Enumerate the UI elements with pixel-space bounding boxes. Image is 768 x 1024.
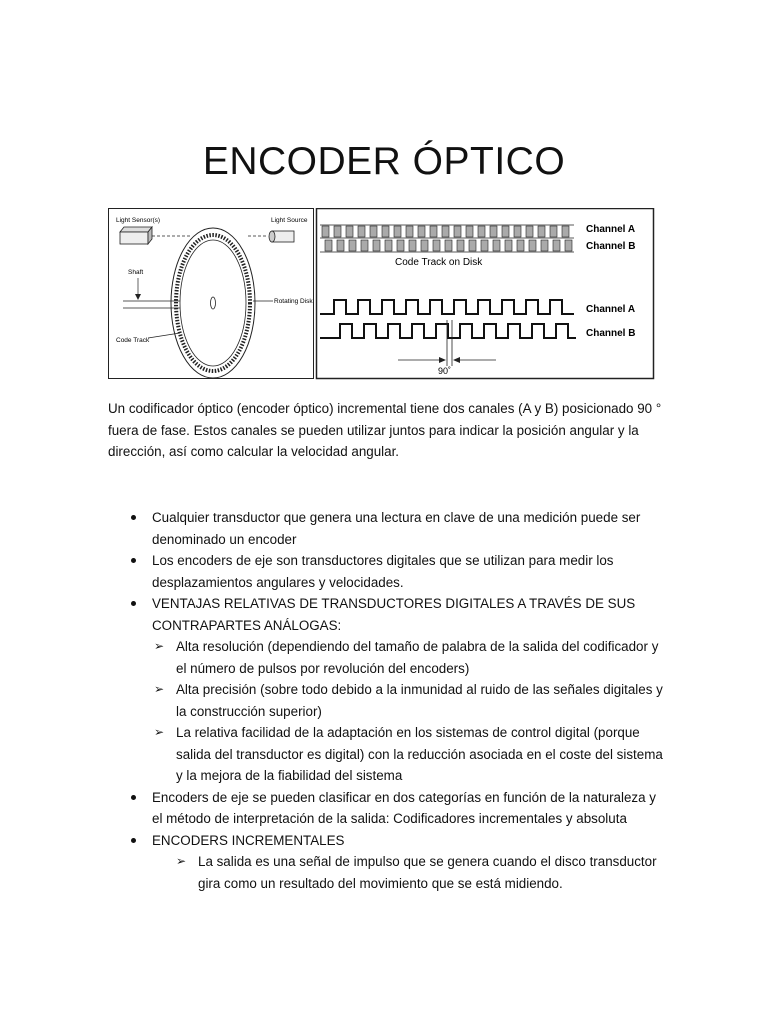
list-item-text: ENCODERS INCREMENTALES bbox=[152, 832, 345, 848]
label-light-source: Light Source bbox=[271, 217, 308, 224]
code-track-segment bbox=[334, 226, 341, 237]
code-track-segment bbox=[454, 226, 461, 237]
list-item bbox=[108, 593, 668, 787]
label-code-track: Code Track bbox=[116, 337, 150, 344]
label-phase: 90˚ bbox=[438, 366, 452, 376]
code-track-segment bbox=[493, 240, 500, 251]
code-track-segment bbox=[490, 226, 497, 237]
bullet-list bbox=[108, 507, 668, 894]
code-track-segment bbox=[358, 226, 365, 237]
code-track-segment bbox=[562, 226, 569, 237]
code-track-segment bbox=[502, 226, 509, 237]
list-item-text: Cualquier transductor que genera una lectura en clave de una medición puede ser denominado un encoder bbox=[152, 510, 641, 547]
sub-list-item: ➢ La salida es una señal de impulso que se genera cuando el disco transductor gira como un resultado del movimiento que se está midiendo. bbox=[152, 851, 668, 894]
sub-list bbox=[152, 851, 668, 894]
code-track-segment bbox=[526, 226, 533, 237]
rotating-disk-icon bbox=[171, 228, 255, 378]
sub-list-item: ➢ La relativa facilidad de la adaptación en los sistemas de control digital (porque salida del transductor es digital) con la reducción asociada en el coste del sistema y la mejora de la fiabilidad del sistema bbox=[152, 722, 668, 787]
list-item-text: Los encoders de eje son transductores digitales que se utilizan para medir los desplazamientos angulares y velocidades. bbox=[152, 553, 614, 590]
code-track-segment bbox=[325, 240, 332, 251]
code-track-segment bbox=[481, 240, 488, 251]
code-track-segment bbox=[538, 226, 545, 237]
code-track-segment bbox=[418, 226, 425, 237]
code-track-segment bbox=[373, 240, 380, 251]
list-item-text: VENTAJAS RELATIVAS DE TRANSDUCTORES DIGITALES A TRAVÉS DE SUS CONTRAPARTES ANÁLOGAS: bbox=[152, 596, 636, 633]
list-item-text: Encoders de eje se pueden clasificar en dos categorías en función de la naturaleza y el método de interpretación de la salida: Codificadores incrementales y absoluta bbox=[152, 789, 656, 826]
code-track-segment bbox=[370, 226, 377, 237]
code-track-segment bbox=[322, 226, 329, 237]
code-track-segment bbox=[421, 240, 428, 251]
code-track-segment bbox=[466, 226, 473, 237]
code-track-segment bbox=[409, 240, 416, 251]
label-channel-b-top: Channel B bbox=[586, 241, 636, 252]
sub-list-item: ➢ Alta precisión (sobre todo debido a la inmunidad al ruido de las señales digitales y la construcción superior) bbox=[152, 679, 668, 722]
code-track-segment bbox=[349, 240, 356, 251]
code-track-segment bbox=[346, 226, 353, 237]
code-track-segment bbox=[397, 240, 404, 251]
sub-list bbox=[152, 636, 668, 787]
label-channel-a: Channel A bbox=[586, 304, 636, 315]
code-track-segment bbox=[361, 240, 368, 251]
label-channel-b: Channel B bbox=[586, 328, 636, 339]
list-item bbox=[108, 550, 668, 593]
disk-diagram bbox=[109, 209, 314, 379]
signal-diagram bbox=[317, 209, 654, 379]
code-track-segment bbox=[445, 240, 452, 251]
sub-list-item: ➢ Alta resolución (dependiendo del tamaño de palabra de la salida del codificador y el número de pulsos por revolución del encoders) bbox=[152, 636, 668, 679]
code-track-segment bbox=[565, 240, 572, 251]
code-track-segment bbox=[478, 226, 485, 237]
code-track-segment bbox=[505, 240, 512, 251]
intro-paragraph: Un codificador óptico (encoder óptico) incremental tiene dos canales (A y B) posicionado 90 ° fuera de fase. Estos canales se pueden utilizar juntos para indicar la posición angular y la dirección, así como calcular la velocidad angular. bbox=[108, 401, 662, 459]
label-channel-a-top: Channel A bbox=[586, 224, 636, 235]
code-track-segment bbox=[442, 226, 449, 237]
code-track-segment bbox=[457, 240, 464, 251]
code-track-segment bbox=[430, 226, 437, 237]
light-sensor-icon bbox=[120, 227, 152, 244]
code-track-segment bbox=[469, 240, 476, 251]
label-code-track-on-disk: Code Track on Disk bbox=[395, 257, 483, 268]
code-track-segment bbox=[514, 226, 521, 237]
code-track-segment bbox=[382, 226, 389, 237]
list-item bbox=[108, 787, 668, 830]
code-track-segment bbox=[406, 226, 413, 237]
page-title: ENCODER ÓPTICO bbox=[202, 140, 566, 183]
light-source-icon bbox=[269, 231, 294, 242]
label-shaft: Shaft bbox=[128, 269, 144, 276]
code-track-segment bbox=[529, 240, 536, 251]
list-item bbox=[108, 507, 668, 550]
label-light-sensor: Light Sensor(s) bbox=[116, 217, 161, 224]
list-item bbox=[108, 830, 668, 895]
label-rotating-disk: Rotating Disk bbox=[274, 298, 313, 305]
code-track-segment bbox=[385, 240, 392, 251]
code-track-segment bbox=[553, 240, 560, 251]
code-track-segment bbox=[394, 226, 401, 237]
code-track-segment bbox=[433, 240, 440, 251]
code-track-segment bbox=[550, 226, 557, 237]
channel-b-track bbox=[325, 240, 572, 251]
channel-a-track bbox=[322, 226, 569, 237]
code-track-segment bbox=[541, 240, 548, 251]
code-track-segment bbox=[517, 240, 524, 251]
code-track-segment bbox=[337, 240, 344, 251]
encoder-figure bbox=[108, 208, 655, 380]
